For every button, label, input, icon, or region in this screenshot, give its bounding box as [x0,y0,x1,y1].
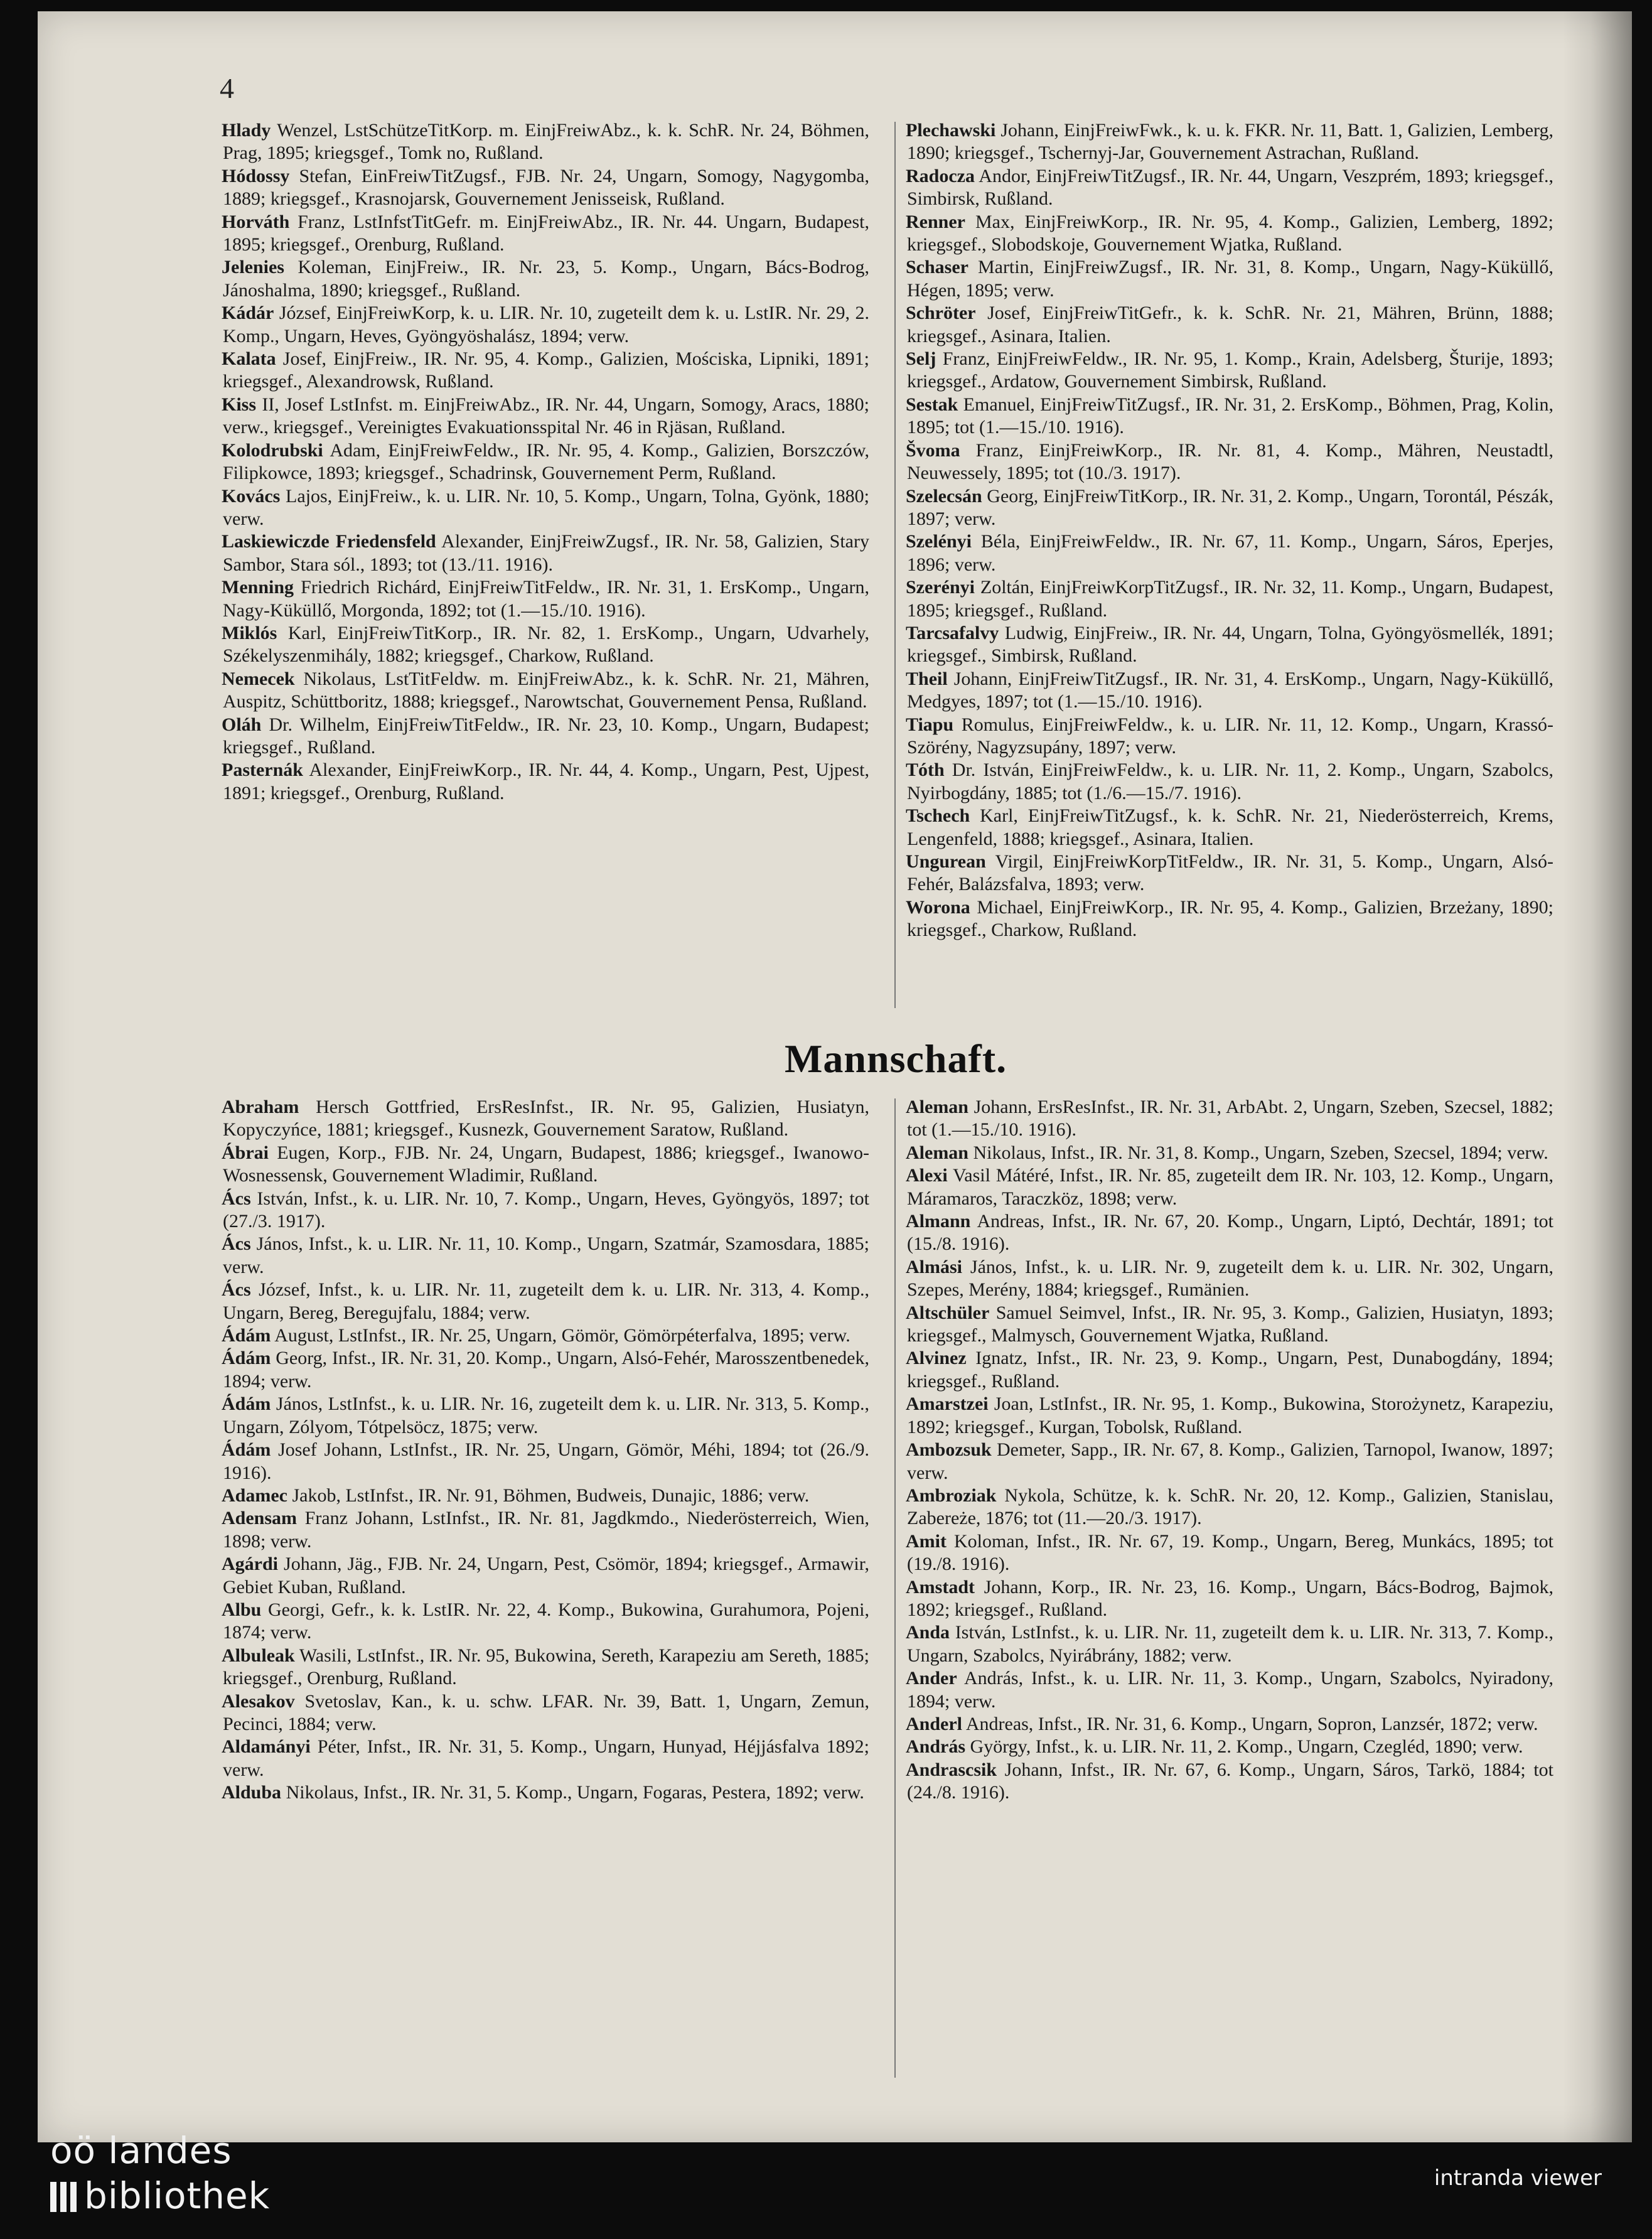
entry-surname: Oláh [222,714,262,735]
entry-surname: Kalata [222,348,276,370]
entry-surname: Tschech [906,805,970,827]
roster-entry [223,1690,869,1736]
roster-entry [223,1439,869,1485]
entry-details: Nykola, Schütze, k. k. SchR. Nr. 20, 12. Komp., Galizien, Stanislau, Zabereże, 1876; tot (11.—20./3. 1917). [907,1485,1553,1529]
roster-entry [907,1713,1553,1736]
entry-details: Emanuel, EinjFreiwTitZugsf., IR. Nr. 31, 2. ErsKomp., Böhmen, Prag, Kolin, 1895; tot (1.—15./10. 1916). [907,394,1553,438]
entry-surname: Abraham [222,1097,299,1117]
entry-surname: Aldamányi [222,1736,311,1758]
entry-details: Josef, EinjFreiw., IR. Nr. 95, 4. Komp., Galizien, Mościska, Lipniki, 1891; kriegsgef., Alexandrowsk, Rußland. [223,348,869,392]
roster-entry [223,211,869,257]
entry-surname: Albu [222,1599,262,1620]
entry-surname: Szelecsán [906,485,982,507]
entry-surname: Jelenies [222,257,284,278]
roster-entry [907,348,1553,394]
entry-details: Wenzel, LstSchützeTitKorp. m. EinjFreiwAbz., k. k. SchR. Nr. 24, Böhmen, Prag, 1895; kriegsgef., Tomk no, Rußland. [223,120,869,164]
roster-entry [223,1142,869,1188]
entry-details: Koleman, EinjFreiw., IR. Nr. 23, 5. Komp., Ungarn, Bács-Bodrog, Jánoshalma, 1890; kriegsgef., Rußland. [223,257,869,301]
entry-surname: Horváth [222,211,290,232]
roster-entry [223,1347,869,1393]
bottom-right-column [907,1096,1553,1805]
entry-surname: Theil [906,668,948,689]
entry-details: Lajos, EinjFreiw., k. u. LIR. Nr. 10, 5. Komp., Ungarn, Tolna, Gyönk, 1880; verw. [223,485,869,529]
entry-details: István, LstInfst., k. u. LIR. Nr. 11, zugeteilt dem k. u. LIR. Nr. 313, 7. Komp., Ungarn, Szabolcs, Nyirábrány, 1882; verw. [907,1622,1553,1666]
roster-entry [907,256,1553,302]
entry-details: János, LstInfst., k. u. LIR. Nr. 16, zugeteilt dem k. u. LIR. Nr. 313, 5. Komp., Ungarn, Zólyom, Tótpelsöcz, 1875; verw. [223,1393,869,1437]
roster-entry [907,759,1553,805]
entry-surname: Laskiewiczde Friedensfeld [222,531,436,552]
entry-details: György, Infst., k. u. LIR. Nr. 11, 2. Komp., Ungarn, Czegléd, 1890; verw. [965,1736,1523,1758]
entry-details: Georg, Infst., IR. Nr. 31, 20. Komp., Ungarn, Alsó-Fehér, Marosszentbenedek, 1894; verw. [223,1348,869,1392]
roster-entry [223,439,869,485]
roster-entry [223,1645,869,1690]
roster-entry [907,1439,1553,1485]
entry-details: II, Josef LstInfst. m. EinjFreiwAbz., IR. Nr. 44, Ungarn, Somogy, Aracs, 1880; verw., kriegsgef., Vereinigtes Evakuationsspital Nr. 46 in Rjäsan, Rußland. [223,394,869,438]
roster-entry [907,485,1553,531]
entry-details: Andreas, Infst., IR. Nr. 67, 20. Komp., Ungarn, Liptó, Dechtár, 1891; tot (15./8. 1916). [907,1211,1553,1255]
roster-entry [907,1256,1553,1302]
roster-entry [907,302,1553,348]
entry-details: Johann, Jäg., FJB. Nr. 24, Ungarn, Pest, Csömör, 1894; kriegsgef., Armawir, Gebiet Kuban, Rußland. [223,1554,869,1597]
entry-details: Franz Johann, LstInfst., IR. Nr. 81, Jagdkmdo., Niederösterreich, Wien, 1898; verw. [223,1508,869,1552]
entry-surname: Kolodrubski [222,439,323,461]
entry-details: Romulus, EinjFreiwFeldw., k. u. LIR. Nr. 11, 12. Komp., Ungarn, Krassó-Szörény, Nagyzsupány, 1897; verw. [907,714,1553,758]
entry-surname: Nemecek [222,668,295,689]
logo-text-line1: oö landes [50,2129,232,2172]
entry-surname: Pasternák [222,760,303,781]
entry-surname: Ács [222,1279,251,1301]
section-title: Mannschaft. [785,1036,1007,1081]
entry-details: Alexander, EinjFreiwZugsf., IR. Nr. 58, Galizien, Stary Sambor, Stara sól., 1893; tot (13./11. 1916). [223,531,869,575]
roster-entry [907,530,1553,576]
entry-details: Andor, EinjFreiwTitZugsf., IR. Nr. 44, Ungarn, Veszprém, 1893; kriegsgef., Simbirsk, Rußland. [907,165,1553,210]
roster-entry [223,1233,869,1279]
entry-surname: Ádám [222,1439,271,1461]
entry-details: András, Infst., k. u. LIR. Nr. 11, 3. Komp., Ungarn, Szabolcs, Nyiradony, 1894; verw. [907,1668,1553,1712]
roster-entry [907,211,1553,257]
entry-surname: Selj [906,348,936,370]
roster-entry [907,394,1553,439]
entry-surname: Renner [906,211,965,232]
roster-entry [907,1210,1553,1256]
entry-surname: Anderl [906,1713,962,1734]
entry-surname: Schaser [906,257,968,278]
roster-entry [907,1393,1553,1439]
viewer-label[interactable]: intranda viewer [1434,2166,1602,2191]
roster-entry [223,1736,869,1781]
roster-entry [223,165,869,211]
entry-surname: Amarstzei [906,1393,989,1415]
logo-text-line2: bibliothek [84,2174,271,2217]
entry-details: Zoltán, EinjFreiwKorpTitZugsf., IR. Nr. 32, 11. Komp., Ungarn, Budapest, 1895; kriegsgef., Rußland. [907,577,1553,621]
bottom-left-column [223,1096,869,1805]
entry-surname: Szelényi [906,531,972,552]
top-right-column [907,119,1553,942]
entry-details: Béla, EinjFreiwFeldw., IR. Nr. 67, 11. Komp., Ungarn, Sáros, Eperjes, 1896; verw. [907,531,1553,575]
roster-entry [223,622,869,668]
entry-surname: Adensam [222,1508,298,1529]
entry-surname: Tóth [906,760,945,781]
entry-details: Andreas, Infst., IR. Nr. 31, 6. Komp., Ungarn, Sopron, Lanzsér, 1872; verw. [962,1713,1538,1734]
roster-entry [223,1324,869,1347]
column-divider-bottom [894,1098,896,2078]
roster-entry [223,302,869,348]
roster-entry [907,1621,1553,1667]
entry-surname: Kádár [222,303,274,324]
entry-surname: Worona [906,896,970,918]
roster-entry [223,576,869,622]
entry-surname: Aleman [906,1142,968,1163]
entry-details: Adam, EinjFreiwFeldw., IR. Nr. 95, 4. Komp., Galizien, Borszczów, Filipkowce, 1893; kriegsgef., Schadrinsk, Gouvernement Perm, Rußland. [223,439,869,484]
entry-details: Franz, EinjFreiwFeldw., IR. Nr. 95, 1. Komp., Krain, Adelsberg, Šturije, 1893; kriegsgef., Ardatow, Gouvernement Simbirsk, Rußland. [907,348,1553,392]
page-spine-shadow [1563,11,1632,2142]
entry-surname: Agárdi [222,1554,278,1575]
entry-details: Johann, Korp., IR. Nr. 23, 16. Komp., Ungarn, Bács-Bodrog, Bajmok, 1892; kriegsgef., Rußland. [907,1576,1553,1620]
entry-details: Alexander, EinjFreiwKorp., IR. Nr. 44, 4. Komp., Ungarn, Pest, Ujpest, 1891; kriegsgef., Orenburg, Rußland. [223,760,869,803]
entry-details: Georgi, Gefr., k. k. LstIR. Nr. 22, 4. Komp., Bukowina, Gurahumora, Pojeni, 1874; verw. [223,1599,869,1643]
entry-details: Franz, EinjFreiwKorp., IR. Nr. 81, 4. Komp., Mähren, Neustadtl, Neuwessely, 1895; tot (10./3. 1917). [907,439,1553,484]
roster-entry [223,1507,869,1553]
roster-entry [223,1188,869,1233]
entry-surname: Altschüler [906,1302,990,1323]
entry-surname: András [906,1736,966,1758]
entry-surname: Adamec [222,1485,287,1506]
entry-details: Virgil, EinjFreiwKorpTitFeldw., IR. Nr. 31, 5. Komp., Ungarn, Alsó-Fehér, Balázsfalva, 1893; verw. [907,851,1553,895]
entry-surname: Miklós [222,622,277,643]
entry-surname: Alvinez [906,1348,967,1369]
roster-entry [223,1279,869,1324]
library-logo[interactable] [50,2128,270,2218]
entry-details: Péter, Infst., IR. Nr. 31, 5. Komp., Ungarn, Hunyad, Héjjásfalva 1892; verw. [223,1736,869,1780]
entry-details: Ignatz, Infst., IR. Nr. 23, 9. Komp., Ungarn, Pest, Dunabogdány, 1894; kriegsgef., Rußland. [907,1348,1553,1392]
roster-entry [223,714,869,760]
entry-details: Samuel Seimvel, Infst., IR. Nr. 95, 3. Komp., Galizien, Husiatyn, 1893; kriegsgef., Malmysch, Gouvernement Wjatka, Rußland. [907,1302,1553,1346]
roster-entry [223,1485,869,1507]
entry-surname: Aleman [906,1097,968,1117]
roster-entry [907,1302,1553,1348]
entry-surname: Hlady [222,120,271,141]
roster-entry [223,485,869,531]
roster-entry [907,439,1553,485]
roster-entry [907,165,1553,211]
entry-details: József, EinjFreiwKorp, k. u. LIR. Nr. 10, zugeteilt dem k. u. LstIR. Nr. 29, 2. Komp., Ungarn, Heves, Gyöngyöshalász, 1894; verw. [223,303,869,346]
entry-surname: Ambroziak [906,1485,997,1506]
roster-entry [907,1164,1553,1210]
entry-details: Joan, LstInfst., IR. Nr. 95, 1. Komp., Bukowina, Storożynetz, Karapeziu, 1892; kriegsgef., Kurgan, Tobolsk, Rußland. [907,1393,1553,1437]
roster-entry [223,1781,869,1804]
entry-details: Dr. Wilhelm, EinjFreiwTitFeldw., IR. Nr. 23, 10. Komp., Ungarn, Budapest; kriegsgef., Rußland. [223,714,869,758]
entry-surname: Andrascsik [906,1759,997,1780]
entry-details: Vasil Mátéré, Infst., IR. Nr. 85, zugeteilt dem IR. Nr. 103, 12. Komp., Ungarn, Máramaros, Taraczköz, 1898; verw. [907,1165,1553,1209]
entry-surname: Menning [222,577,294,598]
entry-details: Friedrich Richárd, EinjFreiwTitFeldw., IR. Nr. 31, 1. ErsKomp., Ungarn, Nagy-Küküllő, Morgonda, 1892; tot (1.—15./10. 1916). [223,577,869,621]
entry-surname: Ungurean [906,851,986,872]
entry-surname: Plechawski [906,120,996,141]
entry-details: Stefan, EinFreiwTitZugsf., FJB. Nr. 24, Ungarn, Somogy, Nagygomba, 1889; kriegsgef., Krasnojarsk, Gouvernement Jenisseisk, Rußland. [223,165,869,210]
entry-details: Josef, EinjFreiwTitGefr., k. k. SchR. Nr. 21, Mähren, Brünn, 1888; kriegsgef., Asinara, Italien. [907,303,1553,346]
roster-entry [907,1759,1553,1805]
roster-entry [223,394,869,439]
entry-surname: Ambozsuk [906,1439,992,1461]
entry-surname: Szerényi [906,577,975,598]
roster-entry [907,1530,1553,1576]
entry-details: August, LstInfst., IR. Nr. 25, Ungarn, Gömör, Gömörpéterfalva, 1895; verw. [271,1325,850,1346]
entry-details: Koloman, Infst., IR. Nr. 67, 19. Komp., Ungarn, Bereg, Munkács, 1895; tot (19./8. 1916). [907,1530,1553,1575]
roster-entry [223,759,869,805]
entry-details: Johann, ErsResInfst., IR. Nr. 31, ArbAbt. 2, Ungarn, Szeben, Szecsel, 1882; tot (1.—15./10. 1916). [907,1097,1553,1141]
entry-details: János, Infst., k. u. LIR. Nr. 9, zugeteilt dem k. u. LIR. Nr. 302, Ungarn, Szepes, Merény, 1884; kriegsgef., Rumänien. [907,1256,1553,1301]
entry-details: Ludwig, EinjFreiw., IR. Nr. 44, Ungarn, Tolna, Gyöngyösmellék, 1891; kriegsgef., Simbirsk, Rußland. [907,622,1553,667]
entry-details: Eugen, Korp., FJB. Nr. 24, Ungarn, Budapest, 1886; kriegsgef., Iwanowo-Wosnessensk, Gouvernement Wladimir, Rußland. [223,1142,869,1186]
entry-surname: Alesakov [222,1690,295,1712]
entry-surname: Ádám [222,1348,271,1369]
roster-entry [223,1553,869,1599]
entry-details: Svetoslav, Kan., k. u. schw. LFAR. Nr. 39, Batt. 1, Ungarn, Zemun, Pecinci, 1884; verw. [223,1690,869,1734]
entry-surname: Alexi [906,1165,948,1186]
entry-surname: Schröter [906,303,976,324]
entry-details: Johann, EinjFreiwTitZugsf., IR. Nr. 31, 4. ErsKomp., Ungarn, Nagy-Küküllő, Medgyes, 1897; tot (1.—15./10. 1916). [907,668,1553,712]
entry-details: Demeter, Sapp., IR. Nr. 67, 8. Komp., Galizien, Tarnopol, Iwanow, 1897; verw. [907,1439,1553,1483]
entry-surname: Almási [906,1256,962,1277]
entry-details: Franz, LstInfstTitGefr. m. EinjFreiwAbz., IR. Nr. 44. Ungarn, Budapest, 1895; kriegsgef., Orenburg, Rußland. [223,211,869,255]
entry-details: Martin, EinjFreiwZugsf., IR. Nr. 31, 8. Komp., Ungarn, Nagy-Küküllő, Hégen, 1895; verw. [907,257,1553,301]
entry-surname: Sestak [906,394,958,415]
entry-surname: Ábrai [222,1142,269,1163]
entry-surname: Hódossy [222,165,290,186]
entry-details: Nikolaus, Infst., IR. Nr. 31, 8. Komp., Ungarn, Szeben, Szecsel, 1894; verw. [968,1142,1548,1163]
roster-entry [223,530,869,576]
roster-entry [223,1599,869,1645]
entry-surname: Anda [906,1622,950,1643]
entry-surname: Ádám [222,1393,271,1415]
entry-details: Georg, EinjFreiwTitKorp., IR. Nr. 31, 2. Komp., Ungarn, Torontál, Pészák, 1897; verw. [907,485,1553,529]
entry-details: Johann, Infst., IR. Nr. 67, 6. Komp., Ungarn, Sáros, Tarkö, 1884; tot (24./8. 1916). [907,1759,1553,1803]
entry-surname: Tarcsafalvy [906,622,999,643]
roster-entry [907,1485,1553,1530]
roster-entry [223,256,869,302]
logo-bars-icon [50,2182,78,2212]
entry-surname: Kiss [222,394,257,415]
entry-surname: Kovács [222,485,281,507]
roster-entry [907,119,1553,165]
entry-details: István, Infst., k. u. LIR. Nr. 10, 7. Komp., Ungarn, Heves, Gyöngyös, 1897; tot (27./3. 1917). [223,1188,869,1232]
entry-surname: Radocza [906,165,975,186]
roster-entry [907,1347,1553,1393]
entry-surname: Ander [906,1668,957,1689]
roster-entry [907,1667,1553,1713]
roster-entry [907,896,1553,942]
roster-entry [907,668,1553,714]
roster-entry [223,348,869,394]
roster-entry [907,1096,1553,1142]
entry-surname: Albuleak [222,1645,295,1666]
roster-entry [907,714,1553,760]
entry-details: János, Infst., k. u. LIR. Nr. 11, 10. Komp., Ungarn, Szatmár, Szamosdara, 1885; verw. [223,1233,869,1277]
entry-surname: Almann [906,1211,971,1232]
entry-details: Josef Johann, LstInfst., IR. Nr. 25, Ungarn, Gömör, Méhi, 1894; tot (26./9. 1916). [223,1439,869,1483]
roster-entry [907,1736,1553,1758]
roster-entry [907,851,1553,896]
entry-surname: Ács [222,1188,251,1209]
entry-details: Dr. István, EinjFreiwFeldw., k. u. LIR. Nr. 11, 2. Komp., Ungarn, Szabolcs, Nyirbogdány, 1885; tot (1./6.—15./7. 1916). [907,760,1553,803]
roster-entry [223,1096,869,1142]
top-left-column [223,119,869,805]
roster-entry [907,1576,1553,1622]
entry-surname: Amstadt [906,1576,975,1597]
logo-text-row2 [50,2173,270,2218]
entry-surname: Švoma [906,439,960,461]
column-divider-top [894,122,896,1008]
entry-details: Nikolaus, Infst., IR. Nr. 31, 5. Komp., Ungarn, Fogaras, Pestera, 1892; verw. [281,1782,864,1803]
entry-details: Jakob, LstInfst., IR. Nr. 91, Böhmen, Budweis, Dunajic, 1886; verw. [287,1485,810,1506]
roster-entry [223,668,869,714]
entry-details: József, Infst., k. u. LIR. Nr. 11, zugeteilt dem k. u. LIR. Nr. 313, 4. Komp., Ungarn, Bereg, Beregujfalu, 1884; verw. [223,1279,869,1323]
entry-details: Karl, EinjFreiwTitZugsf., k. k. SchR. Nr. 21, Niederösterreich, Krems, Lengenfeld, 1888; kriegsgef., Asinara, Italien. [907,805,1553,849]
entry-details: Wasili, LstInfst., IR. Nr. 95, Bukowina, Sereth, Karapeziu am Sereth, 1885; kriegsgef., Orenburg, Rußland. [223,1645,869,1689]
roster-entry [223,119,869,165]
entry-surname: Alduba [222,1782,282,1803]
roster-entry [907,622,1553,668]
entry-details: Nikolaus, LstTitFeldw. m. EinjFreiwAbz., k. k. SchR. Nr. 21, Mähren, Auspitz, Schüttboritz, 1888; kriegsgef., Narowtschat, Gouvernement Pensa, Rußland. [223,668,869,712]
roster-entry [907,1142,1553,1164]
entry-details: Johann, EinjFreiwFwk., k. u. k. FKR. Nr. 11, Batt. 1, Galizien, Lemberg, 1890; kriegsgef., Tschernyj-Jar, Gouvernement Astrachan, Rußland. [907,120,1553,164]
document-page [38,11,1632,2142]
entry-surname: Ádám [222,1325,271,1346]
roster-entry [907,805,1553,851]
entry-surname: Tiapu [906,714,954,735]
entry-details: Max, EinjFreiwKorp., IR. Nr. 95, 4. Komp., Galizien, Lemberg, 1892; kriegsgef., Slobodskoje, Gouvernement Wjatka, Rußland. [907,211,1553,255]
entry-details: Karl, EinjFreiwTitKorp., IR. Nr. 82, 1. ErsKomp., Ungarn, Udvarhely, Székelyszenmihály, 1882; kriegsgef., Charkow, Rußland. [223,622,869,667]
entry-surname: Amit [906,1530,947,1552]
roster-entry [907,576,1553,622]
roster-entry [223,1393,869,1439]
entry-details: Hersch Gottfried, ErsResInfst., IR. Nr. 95, Galizien, Husiatyn, Kopyczyńce, 1881; kriegsgef., Kusnezk, Gouvernement Saratow, Rußland. [223,1097,869,1141]
entry-details: Michael, EinjFreiwKorp., IR. Nr. 95, 4. Komp., Galizien, Brzeżany, 1890; kriegsgef., Charkow, Rußland. [907,896,1553,941]
page-number: 4 [220,72,234,104]
entry-surname: Ács [222,1233,251,1255]
